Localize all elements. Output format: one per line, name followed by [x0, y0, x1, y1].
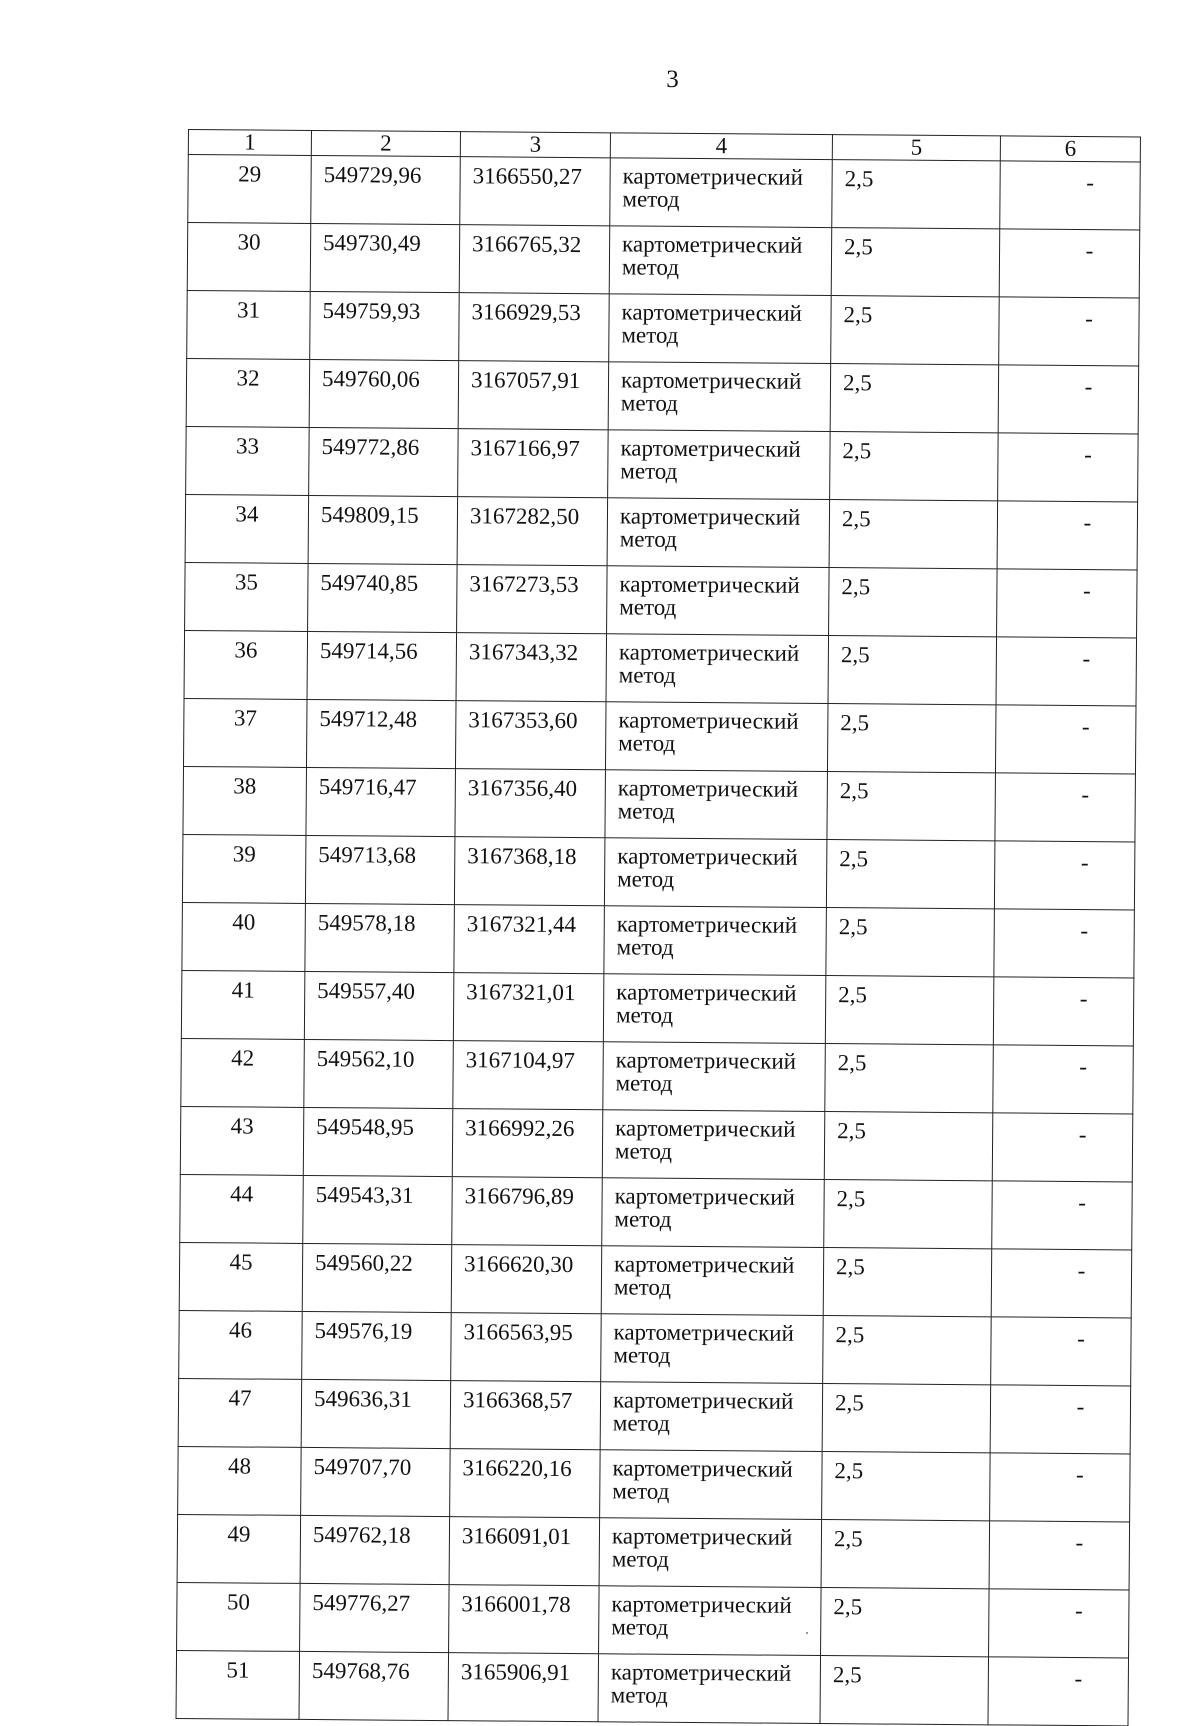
y-coordinate-cell: 3166220,16 [450, 1449, 601, 1518]
x-coordinate-cell: 549768,76 [299, 1651, 449, 1720]
method-cell: картометрический метод [600, 1382, 823, 1452]
method-cell: картометрический метод [609, 294, 832, 364]
page-number: 3 [666, 66, 679, 93]
table-row [185, 562, 1138, 637]
scan-speck [806, 1632, 808, 1634]
x-coordinate-cell: 549636,31 [301, 1379, 451, 1448]
point-number-cell: 44 [180, 1174, 304, 1243]
y-coordinate-cell: 3166796,89 [452, 1177, 603, 1246]
table-row [179, 1242, 1132, 1317]
y-coordinate-cell: 3166563,95 [451, 1313, 602, 1382]
y-coordinate-cell: 3167343,32 [456, 633, 607, 702]
point-number-cell: 41 [181, 970, 305, 1039]
error-cell: 2,5 [828, 636, 997, 705]
error-cell: 2,5 [821, 1520, 990, 1589]
x-coordinate-cell: 549762,18 [300, 1515, 450, 1584]
x-coordinate-cell: 549714,56 [307, 631, 457, 700]
note-cell: - [993, 1045, 1134, 1114]
note-cell: - [989, 1521, 1130, 1590]
note-cell: - [1000, 161, 1141, 230]
table-row [179, 1310, 1132, 1385]
point-number-cell: 30 [187, 223, 311, 292]
y-coordinate-cell: 3167353,60 [455, 701, 606, 770]
y-coordinate-cell: 3167104,97 [453, 1041, 604, 1110]
x-coordinate-cell: 549713,68 [305, 835, 455, 904]
error-cell: 2,5 [825, 976, 994, 1045]
note-cell: - [991, 1317, 1132, 1386]
x-coordinate-cell: 549560,22 [302, 1243, 452, 1312]
error-cell: 2,5 [820, 1656, 989, 1725]
error-cell: 2,5 [823, 1316, 992, 1385]
table-row [187, 223, 1140, 298]
table-row [178, 1446, 1131, 1521]
method-cell: картометрический метод [608, 430, 831, 500]
table-row [182, 834, 1135, 909]
point-number-cell: 50 [177, 1582, 301, 1651]
column-header: 4 [610, 133, 832, 160]
x-coordinate-cell: 549578,18 [305, 903, 455, 972]
table-row [184, 630, 1137, 705]
note-cell: - [992, 1113, 1133, 1182]
note-cell: - [998, 433, 1139, 502]
error-cell: 2,5 [827, 772, 996, 841]
note-cell: - [992, 1181, 1133, 1250]
table-row [178, 1378, 1131, 1453]
point-number-cell: 35 [185, 562, 309, 631]
table-row [177, 1582, 1130, 1657]
note-cell: - [998, 365, 1139, 434]
note-cell: - [995, 705, 1136, 774]
note-cell: - [995, 773, 1136, 842]
x-coordinate-cell: 549543,31 [303, 1175, 453, 1244]
table-row [186, 426, 1139, 501]
note-cell: - [990, 1385, 1131, 1454]
error-cell: 2,5 [823, 1248, 992, 1317]
coordinates-table [176, 129, 1141, 1726]
point-number-cell: 51 [176, 1650, 300, 1719]
method-cell: картометрический метод [606, 634, 829, 704]
table-row [180, 1106, 1133, 1181]
point-number-cell: 36 [184, 630, 308, 699]
x-coordinate-cell: 549759,93 [310, 291, 460, 360]
method-cell: картометрический метод [604, 906, 827, 976]
error-cell: 2,5 [830, 364, 999, 433]
error-cell: 2,5 [832, 160, 1001, 229]
y-coordinate-cell: 3167166,97 [458, 429, 609, 498]
column-header: 3 [460, 132, 610, 158]
table-row [187, 290, 1140, 365]
point-number-cell: 42 [181, 1038, 305, 1107]
method-cell: картометрический метод [602, 1178, 825, 1248]
method-cell: картометрический метод [603, 974, 826, 1044]
x-coordinate-cell: 549557,40 [304, 971, 454, 1040]
column-header: 6 [1000, 136, 1140, 162]
point-number-cell: 49 [177, 1514, 301, 1583]
method-cell: картометрический метод [607, 566, 830, 636]
point-number-cell: 40 [182, 902, 306, 971]
x-coordinate-cell: 549740,85 [308, 563, 458, 632]
error-cell: 2,5 [822, 1384, 991, 1453]
method-cell: картометрический метод [604, 838, 827, 908]
y-coordinate-cell: 3167057,91 [458, 361, 609, 430]
note-cell: - [999, 229, 1140, 298]
y-coordinate-cell: 3166992,26 [452, 1109, 603, 1178]
table-row [181, 1038, 1134, 1113]
note-cell: - [996, 637, 1137, 706]
table-row [188, 155, 1141, 230]
column-header: 2 [311, 130, 460, 156]
method-cell: картометрический метод [599, 1518, 822, 1588]
note-cell: - [994, 909, 1135, 978]
error-cell: 2,5 [830, 432, 999, 501]
coordinates-sheet [176, 129, 1140, 1726]
point-number-cell: 32 [186, 358, 310, 427]
point-number-cell: 29 [188, 155, 312, 224]
y-coordinate-cell: 3166620,30 [451, 1245, 602, 1314]
point-number-cell: 48 [178, 1446, 302, 1515]
note-cell: - [993, 977, 1134, 1046]
x-coordinate-cell: 549707,70 [301, 1447, 451, 1516]
table-row [177, 1514, 1130, 1589]
point-number-cell: 33 [186, 426, 310, 495]
point-number-cell: 31 [187, 290, 311, 359]
method-cell: картометрический метод [602, 1110, 825, 1180]
method-cell: картометрический метод [607, 498, 830, 568]
method-cell: картометрический метод [600, 1450, 823, 1520]
method-cell: картометрический метод [599, 1586, 822, 1656]
note-cell: - [989, 1589, 1130, 1658]
note-cell: - [999, 297, 1140, 366]
method-cell: картометрический метод [601, 1314, 824, 1384]
error-cell: 2,5 [829, 500, 998, 569]
point-number-cell: 39 [182, 834, 306, 903]
error-cell: 2,5 [829, 568, 998, 637]
y-coordinate-cell: 3166550,27 [460, 157, 611, 226]
y-coordinate-cell: 3167368,18 [454, 837, 605, 906]
x-coordinate-cell: 549772,86 [309, 427, 459, 496]
note-cell: - [988, 1657, 1129, 1726]
y-coordinate-cell: 3166765,32 [459, 225, 610, 294]
table-row [186, 358, 1139, 433]
method-cell: картометрический метод [601, 1246, 824, 1316]
y-coordinate-cell: 3167356,40 [455, 769, 606, 838]
y-coordinate-cell: 3167321,01 [453, 973, 604, 1042]
point-number-cell: 38 [183, 766, 307, 835]
error-cell: 2,5 [821, 1588, 990, 1657]
table-row [182, 902, 1135, 977]
y-coordinate-cell: 3166929,53 [459, 293, 610, 362]
x-coordinate-cell: 549729,96 [311, 155, 461, 224]
x-coordinate-cell: 549716,47 [306, 767, 456, 836]
column-header: 5 [832, 135, 1000, 161]
error-cell: 2,5 [824, 1112, 993, 1181]
x-coordinate-cell: 549776,27 [300, 1583, 450, 1652]
note-cell: - [994, 841, 1135, 910]
error-cell: 2,5 [825, 1044, 994, 1113]
table-row [181, 970, 1134, 1045]
y-coordinate-cell: 3166001,78 [449, 1585, 600, 1654]
x-coordinate-cell: 549760,06 [309, 359, 459, 428]
y-coordinate-cell: 3166091,01 [449, 1517, 600, 1586]
error-cell: 2,5 [826, 908, 995, 977]
point-number-cell: 34 [185, 494, 309, 563]
y-coordinate-cell: 3167321,44 [454, 905, 605, 974]
method-cell: картометрический метод [605, 770, 828, 840]
y-coordinate-cell: 3167282,50 [457, 497, 608, 566]
table-row [180, 1174, 1133, 1249]
note-cell: - [997, 501, 1138, 570]
error-cell: 2,5 [831, 296, 1000, 365]
method-cell: картометрический метод [598, 1654, 821, 1724]
error-cell: 2,5 [827, 704, 996, 773]
method-cell: картометрический метод [608, 362, 831, 432]
x-coordinate-cell: 549809,15 [308, 495, 458, 564]
error-cell: 2,5 [822, 1452, 991, 1521]
table-row [185, 494, 1138, 569]
error-cell: 2,5 [824, 1180, 993, 1249]
x-coordinate-cell: 549548,95 [303, 1107, 453, 1176]
point-number-cell: 47 [178, 1378, 302, 1447]
note-cell: - [997, 569, 1138, 638]
method-cell: картометрический метод [609, 226, 832, 296]
y-coordinate-cell: 3165906,91 [448, 1653, 599, 1722]
y-coordinate-cell: 3167273,53 [457, 565, 608, 634]
note-cell: - [990, 1453, 1131, 1522]
point-number-cell: 43 [180, 1106, 304, 1175]
error-cell: 2,5 [826, 840, 995, 909]
column-header: 1 [188, 130, 311, 156]
table-row [183, 766, 1136, 841]
point-number-cell: 46 [179, 1310, 303, 1379]
x-coordinate-cell: 549712,48 [306, 699, 456, 768]
point-number-cell: 37 [183, 698, 307, 767]
table-row [183, 698, 1136, 773]
method-cell: картометрический метод [605, 702, 828, 772]
method-cell: картометрический метод [603, 1042, 826, 1112]
point-number-cell: 45 [179, 1242, 303, 1311]
error-cell: 2,5 [831, 228, 1000, 297]
x-coordinate-cell: 549730,49 [310, 223, 460, 292]
y-coordinate-cell: 3166368,57 [450, 1381, 601, 1450]
method-cell: картометрический метод [610, 158, 833, 228]
table-row [176, 1650, 1129, 1725]
note-cell: - [991, 1249, 1132, 1318]
x-coordinate-cell: 549562,10 [304, 1039, 454, 1108]
x-coordinate-cell: 549576,19 [302, 1311, 452, 1380]
